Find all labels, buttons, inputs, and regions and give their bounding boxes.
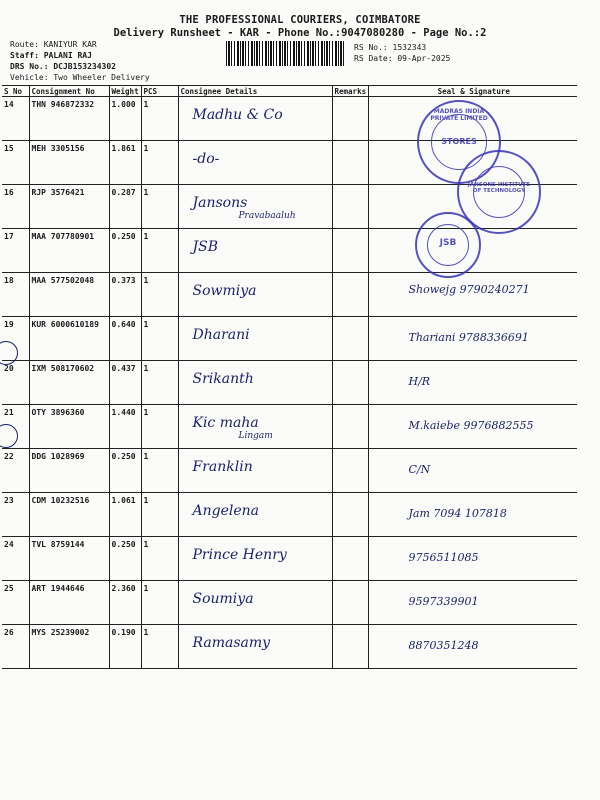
row-consignee-handwriting: Franklin	[192, 459, 253, 475]
row-consignment-no-cell	[29, 405, 109, 449]
row-sno: 14	[4, 100, 14, 109]
row-remarks-cell	[332, 625, 368, 669]
table-header-row	[2, 86, 577, 97]
rs-info	[354, 42, 450, 64]
row-pcs-cell	[141, 449, 178, 493]
row-consignment-no-cell	[29, 317, 109, 361]
row-pcs: 1	[143, 144, 149, 153]
row-weight: 0.640	[111, 320, 136, 329]
stamp1-center-text: STORES	[441, 137, 477, 146]
row-consignee-handwriting: Sowmiya	[192, 283, 257, 299]
row-weight-cell	[109, 97, 141, 141]
stamp2-center-text: JANSONS INSTITUTE OF TECHNOLOGY	[467, 182, 531, 194]
row-consignment-no: CDM 10232516	[31, 496, 90, 505]
row-pcs-cell	[141, 185, 178, 229]
row-pcs: 1	[143, 364, 149, 373]
row-remarks-cell	[332, 185, 368, 229]
row-consignee-cell	[178, 229, 332, 273]
row-weight-cell	[109, 493, 141, 537]
row-sno-cell	[2, 273, 29, 317]
staff-line: Staff: PALANI RAJ	[10, 51, 92, 60]
row-weight: 0.287	[111, 188, 136, 197]
row-seal-signature-cell	[368, 625, 577, 669]
col-consignment: Consignment No	[29, 86, 109, 97]
row-consignee-cell	[178, 625, 332, 669]
row-consignee-handwriting: JSB	[192, 239, 218, 255]
row-consignee-note-handwriting: Lingam	[238, 431, 273, 441]
row-pcs-cell	[141, 537, 178, 581]
row-pcs: 1	[143, 100, 149, 109]
business-seal-stamp	[415, 212, 481, 278]
row-pcs: 1	[143, 452, 149, 461]
row-consignment-no-cell	[29, 185, 109, 229]
row-weight: 1.061	[111, 496, 136, 505]
row-weight: 1.000	[111, 100, 136, 109]
row-remarks-cell	[332, 493, 368, 537]
row-pcs: 1	[143, 232, 149, 241]
header-meta	[10, 39, 150, 83]
row-seal-signature-handwriting: 8870351248	[408, 639, 479, 652]
row-pcs-cell	[141, 361, 178, 405]
rs-date: RS Date: 09-Apr-2025	[354, 54, 451, 63]
row-consignment-no-cell	[29, 361, 109, 405]
row-seal-signature-cell	[368, 317, 577, 361]
row-weight-cell	[109, 625, 141, 669]
row-pcs-cell	[141, 229, 178, 273]
company-title: THE PROFESSIONAL COURIERS, COIMBATORE	[179, 14, 421, 26]
row-sno: 15	[4, 144, 14, 153]
row-consignment-no: TVL 8759144	[31, 540, 85, 549]
table-row	[2, 581, 577, 625]
row-sno: 16	[4, 188, 14, 197]
row-weight: 0.250	[111, 540, 136, 549]
row-consignment-no: MEH 3305156	[31, 144, 85, 153]
row-sno-cell	[2, 493, 29, 537]
row-weight-cell	[109, 185, 141, 229]
row-weight-cell	[109, 229, 141, 273]
row-weight: 1.440	[111, 408, 136, 417]
row-consignment-no-cell	[29, 141, 109, 185]
row-sno-cell	[2, 449, 29, 493]
row-sno: 21	[4, 408, 14, 417]
row-consignee-cell	[178, 581, 332, 625]
row-sno: 18	[4, 276, 14, 285]
row-weight-cell	[109, 317, 141, 361]
row-remarks-cell	[332, 229, 368, 273]
table-row	[2, 361, 577, 405]
row-remarks-cell	[332, 449, 368, 493]
row-seal-signature-handwriting: Jam 7094 107818	[408, 507, 507, 520]
row-consignment-no: MAA 577502048	[31, 276, 95, 285]
row-pcs-cell	[141, 493, 178, 537]
vehicle-label: Vehicle: Two Wheeler Delivery	[10, 73, 150, 82]
row-weight-cell	[109, 537, 141, 581]
row-weight: 0.373	[111, 276, 136, 285]
stamp1-top-text: MADRAS INDIA PRIVATE LIMITED	[430, 108, 488, 122]
row-seal-signature-cell	[368, 581, 577, 625]
table-row	[2, 493, 577, 537]
col-seal-signature: Seal & Signature	[368, 86, 577, 97]
row-consignment-no-cell	[29, 537, 109, 581]
row-sno-cell	[2, 361, 29, 405]
col-weight: Weight	[109, 86, 141, 97]
row-sno: 26	[4, 628, 14, 637]
row-consignee-cell	[178, 405, 332, 449]
row-consignee-cell	[178, 185, 332, 229]
drs-line: DRS No.: DCJB153234302	[10, 62, 116, 71]
row-seal-signature-cell	[368, 361, 577, 405]
row-seal-signature-handwriting: C/N	[408, 463, 431, 476]
row-sno: 17	[4, 232, 14, 241]
row-consignment-no-cell	[29, 273, 109, 317]
row-consignee-handwriting: Madhu & Co	[192, 107, 283, 123]
row-consignment-no: IXM 508170602	[31, 364, 95, 373]
row-consignee-handwriting: Soumiya	[192, 591, 254, 607]
row-weight-cell	[109, 141, 141, 185]
stamp3-center-text: JSB	[439, 238, 457, 248]
table-row	[2, 537, 577, 581]
row-weight-cell	[109, 273, 141, 317]
row-pcs-cell	[141, 581, 178, 625]
row-consignee-cell	[178, 141, 332, 185]
row-consignee-handwriting: Angelena	[192, 503, 259, 519]
table-row	[2, 405, 577, 449]
row-sno: 24	[4, 540, 14, 549]
row-seal-signature-handwriting: H/R	[408, 375, 431, 388]
row-consignee-handwriting: Jansons	[192, 195, 248, 211]
row-consignment-no: RJP 3576421	[31, 188, 85, 197]
runsheet-subtitle: Delivery Runsheet - KAR - Phone No.:9047080280 - Page No.:2	[113, 27, 487, 39]
row-pcs: 1	[143, 320, 149, 329]
row-sno-cell	[2, 229, 29, 273]
row-remarks-cell	[332, 141, 368, 185]
row-consignee-handwriting: Prince Henry	[192, 547, 287, 563]
row-consignment-no: MYS 25239002	[31, 628, 90, 637]
row-pcs: 1	[143, 276, 149, 285]
row-sno: 19	[4, 320, 14, 329]
row-weight: 0.437	[111, 364, 136, 373]
row-weight-cell	[109, 405, 141, 449]
col-sno: S No	[2, 86, 29, 97]
col-pcs: PCS	[141, 86, 178, 97]
row-consignee-handwriting: Srikanth	[192, 371, 254, 387]
row-consignment-no-cell	[29, 97, 109, 141]
row-consignee-handwriting: Dharani	[192, 327, 250, 343]
row-consignment-no-cell	[29, 493, 109, 537]
row-seal-signature-cell	[368, 405, 577, 449]
row-consignee-cell	[178, 493, 332, 537]
table-row	[2, 273, 577, 317]
barcode	[226, 41, 344, 66]
table-row	[2, 449, 577, 493]
row-consignee-cell	[178, 361, 332, 405]
row-sno-cell	[2, 581, 29, 625]
row-pcs-cell	[141, 273, 178, 317]
row-consignment-no-cell	[29, 229, 109, 273]
row-consignment-no: ART 1944646	[31, 584, 85, 593]
row-sno: 23	[4, 496, 14, 505]
row-seal-signature-cell	[368, 273, 577, 317]
row-pcs: 1	[143, 584, 149, 593]
row-seal-signature-cell	[368, 537, 577, 581]
row-pcs-cell	[141, 405, 178, 449]
row-weight-cell	[109, 449, 141, 493]
row-consignee-handwriting: Ramasamy	[192, 635, 271, 651]
row-consignee-cell	[178, 449, 332, 493]
row-sno: 20	[4, 364, 14, 373]
row-consignment-no: MAA 707780901	[31, 232, 95, 241]
row-seal-signature-handwriting: 9756511085	[408, 551, 479, 564]
row-remarks-cell	[332, 317, 368, 361]
row-pcs: 1	[143, 628, 149, 637]
row-pcs: 1	[143, 188, 149, 197]
table-row	[2, 625, 577, 669]
table-row	[2, 229, 577, 273]
row-consignment-no: THN 946872332	[31, 100, 95, 109]
row-weight: 2.360	[111, 584, 136, 593]
row-seal-signature-handwriting: Showejg 9790240271	[408, 283, 530, 296]
row-sno-cell	[2, 97, 29, 141]
row-remarks-cell	[332, 273, 368, 317]
row-consignment-no-cell	[29, 449, 109, 493]
row-remarks-cell	[332, 537, 368, 581]
row-consignment-no: DDG 1028969	[31, 452, 85, 461]
row-seal-signature-handwriting: M.kaiebe 9976882555	[408, 419, 534, 432]
row-consignment-no: KUR 6000610189	[31, 320, 99, 329]
row-remarks-cell	[332, 361, 368, 405]
row-seal-signature-handwriting: Thariani 9788336691	[408, 331, 529, 344]
row-pcs-cell	[141, 625, 178, 669]
row-seal-signature-handwriting: 9597339901	[408, 595, 479, 608]
row-weight-cell	[109, 581, 141, 625]
row-consignment-no-cell	[29, 625, 109, 669]
col-remarks: Remarks	[332, 86, 368, 97]
row-sno: 25	[4, 584, 14, 593]
row-consignment-no-cell	[29, 581, 109, 625]
table-row	[2, 317, 577, 361]
row-pcs: 1	[143, 408, 149, 417]
row-seal-signature-cell	[368, 493, 577, 537]
row-weight: 0.250	[111, 232, 136, 241]
row-consignee-handwriting: -do-	[192, 151, 220, 167]
row-sno-cell	[2, 141, 29, 185]
row-weight: 0.190	[111, 628, 136, 637]
route-label: Route: KANIYUR KAR	[10, 40, 97, 49]
row-pcs-cell	[141, 97, 178, 141]
row-sno: 22	[4, 452, 14, 461]
row-pcs: 1	[143, 540, 149, 549]
row-pcs-cell	[141, 317, 178, 361]
row-sno-cell	[2, 625, 29, 669]
row-consignee-cell	[178, 537, 332, 581]
row-consignee-cell	[178, 97, 332, 141]
row-remarks-cell	[332, 97, 368, 141]
row-pcs: 1	[143, 496, 149, 505]
row-consignee-handwriting: Kic maha	[192, 415, 259, 431]
row-weight: 0.250	[111, 452, 136, 461]
row-weight-cell	[109, 361, 141, 405]
row-remarks-cell	[332, 581, 368, 625]
col-consignee: Consignee Details	[178, 86, 332, 97]
rs-number: RS No.: 1532343	[354, 43, 427, 52]
row-consignment-no: OTY 3896360	[31, 408, 85, 417]
row-weight: 1.861	[111, 144, 136, 153]
row-seal-signature-cell	[368, 449, 577, 493]
row-remarks-cell	[332, 405, 368, 449]
row-consignee-note-handwriting: Pravabaaluh	[238, 211, 296, 221]
row-consignee-cell	[178, 273, 332, 317]
row-sno-cell	[2, 185, 29, 229]
row-consignee-cell	[178, 317, 332, 361]
row-pcs-cell	[141, 141, 178, 185]
row-sno-cell	[2, 537, 29, 581]
